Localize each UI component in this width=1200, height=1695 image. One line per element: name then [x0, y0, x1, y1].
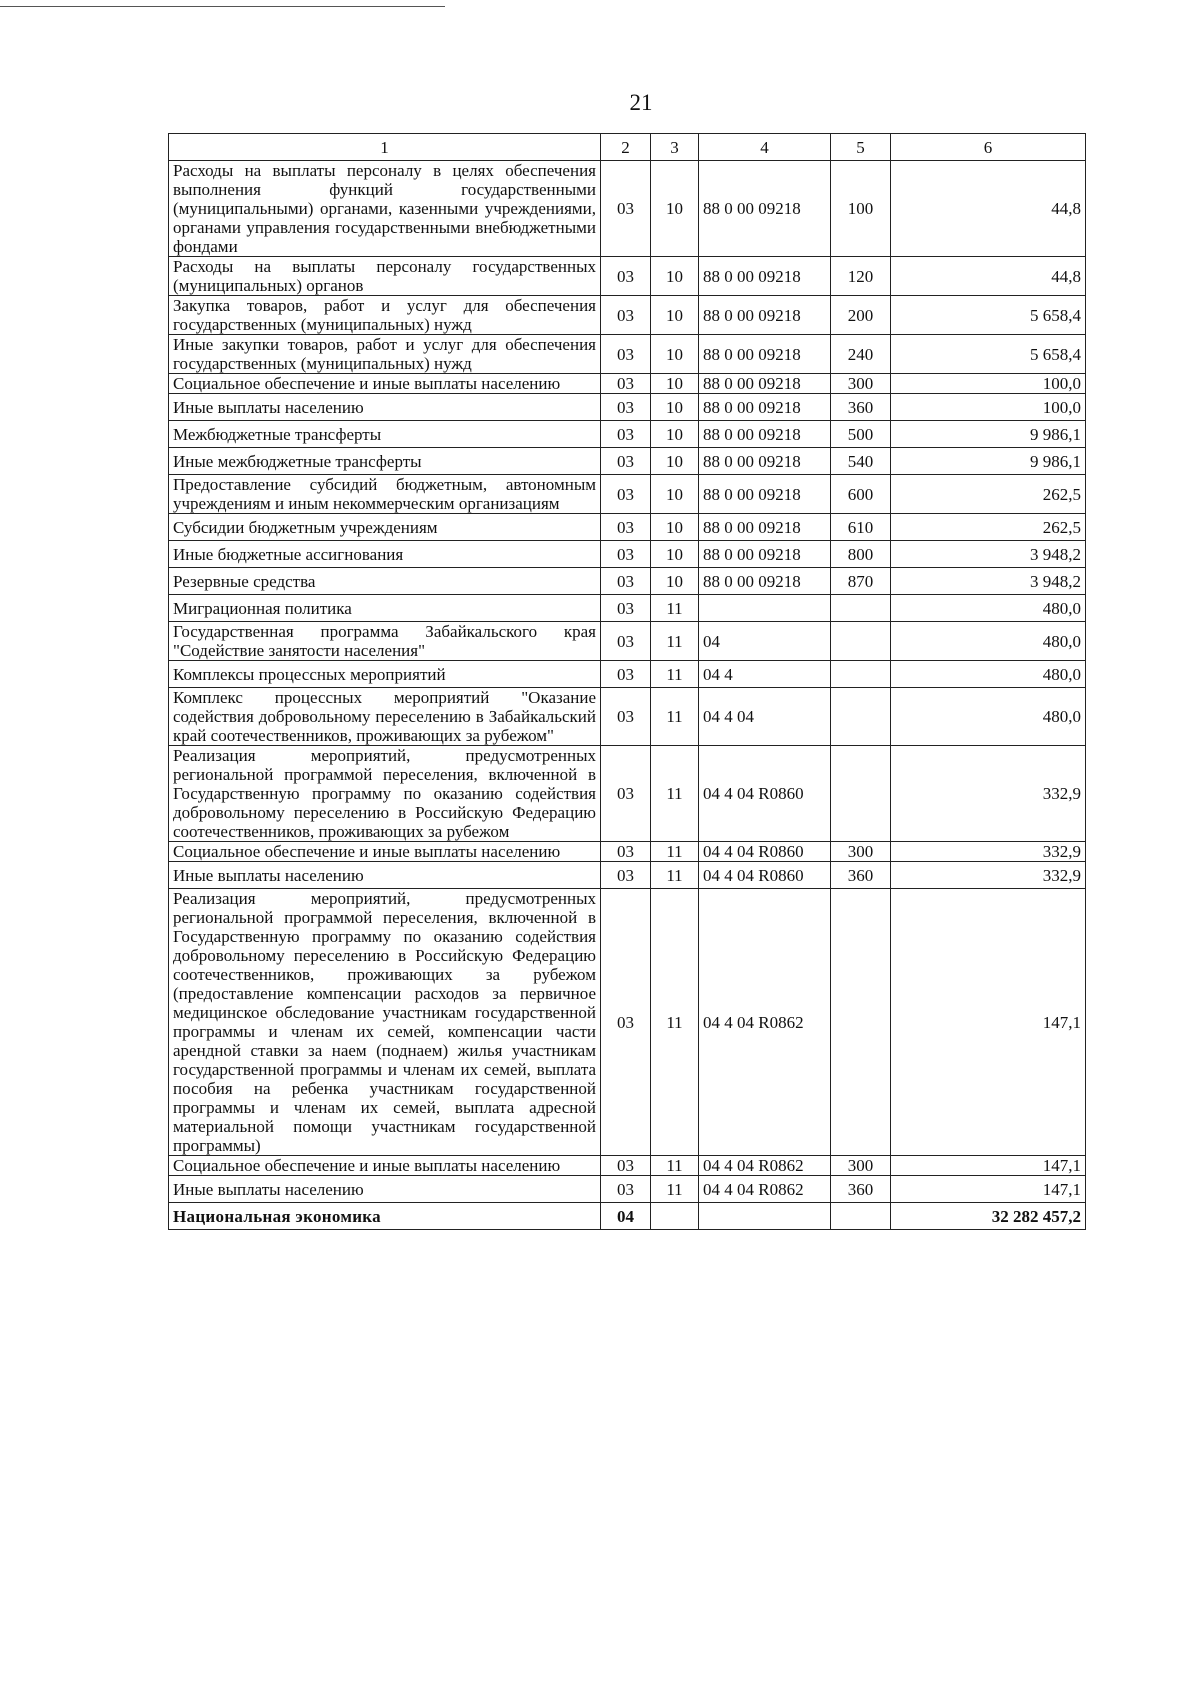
- row-amount-cell: 3 948,2: [891, 568, 1086, 595]
- row-name-cell: Национальная экономика: [169, 1203, 601, 1230]
- row-amount-cell: 5 658,4: [891, 335, 1086, 374]
- row-name-cell: Миграционная политика: [169, 595, 601, 622]
- row-name-cell: Комплексы процессных мероприятий: [169, 661, 601, 688]
- row-expense-type-cell: 100: [831, 161, 891, 257]
- row-subsection-cell: 10: [651, 296, 699, 335]
- row-amount-cell: 480,0: [891, 661, 1086, 688]
- row-expense-type-cell: 300: [831, 1156, 891, 1176]
- row-name-cell: Реализация мероприятий, предусмотренных региональной программой переселения, включенной в Государственную программу по оказанию содействия добровольному переселению в Российскую Федерацию соотечественников, проживающих за рубежом (предоставление компенсации расходов за первичное медицинское обследование участникам государственной программы и членам их семей, компенсации части арендной ставки за наем (поднаем) жилья участникам государственной программы и членам их семей, выплата пособия на ребенка участникам государственной программы и членам их семей, выплата адресной материальной помощи участникам государственной программы): [169, 889, 601, 1156]
- table-row: [169, 889, 1086, 1156]
- row-target-article-cell: 88 0 00 09218: [699, 374, 831, 394]
- row-subsection-cell: 10: [651, 541, 699, 568]
- row-target-article-cell: [699, 595, 831, 622]
- scan-edge-line: [0, 6, 445, 7]
- row-expense-type-cell: 610: [831, 514, 891, 541]
- row-expense-type-cell: 360: [831, 394, 891, 421]
- row-target-article-cell: 88 0 00 09218: [699, 448, 831, 475]
- row-subsection-cell: [651, 1203, 699, 1230]
- row-name-cell: Иные выплаты населению: [169, 1176, 601, 1203]
- table-header-row: [169, 134, 1086, 161]
- row-section-cell: 03: [601, 257, 651, 296]
- row-expense-type-cell: [831, 889, 891, 1156]
- row-expense-type-cell: [831, 688, 891, 746]
- row-name-cell: Иные выплаты населению: [169, 862, 601, 889]
- row-subsection-cell: 10: [651, 475, 699, 514]
- row-expense-type-cell: 120: [831, 257, 891, 296]
- header-cell-3: 3: [651, 134, 699, 161]
- row-name-cell: Расходы на выплаты персоналу государственных (муниципальных) органов: [169, 257, 601, 296]
- row-target-article-cell: 04 4 04 R0860: [699, 862, 831, 889]
- row-section-cell: 03: [601, 1156, 651, 1176]
- table-row: [169, 661, 1086, 688]
- row-expense-type-cell: [831, 661, 891, 688]
- row-section-cell: 03: [601, 514, 651, 541]
- row-section-cell: 03: [601, 296, 651, 335]
- row-section-cell: 03: [601, 568, 651, 595]
- table-row: [169, 862, 1086, 889]
- row-target-article-cell: 88 0 00 09218: [699, 335, 831, 374]
- row-section-cell: 03: [601, 374, 651, 394]
- row-name-cell: Иные бюджетные ассигнования: [169, 541, 601, 568]
- header-cell-1: 1: [169, 134, 601, 161]
- row-amount-cell: 9 986,1: [891, 448, 1086, 475]
- row-subsection-cell: 11: [651, 688, 699, 746]
- row-subsection-cell: 10: [651, 514, 699, 541]
- row-amount-cell: 100,0: [891, 394, 1086, 421]
- row-section-cell: 03: [601, 862, 651, 889]
- row-section-cell: 03: [601, 622, 651, 661]
- row-amount-cell: 147,1: [891, 889, 1086, 1156]
- row-amount-cell: 32 282 457,2: [891, 1203, 1086, 1230]
- row-target-article-cell: 88 0 00 09218: [699, 541, 831, 568]
- table-row: [169, 1176, 1086, 1203]
- table-row: [169, 475, 1086, 514]
- row-expense-type-cell: [831, 746, 891, 842]
- table-row: [169, 746, 1086, 842]
- row-amount-cell: 9 986,1: [891, 421, 1086, 448]
- table-row: [169, 688, 1086, 746]
- table-row: [169, 514, 1086, 541]
- header-cell-2: 2: [601, 134, 651, 161]
- budget-table: [168, 133, 1086, 1230]
- row-target-article-cell: 88 0 00 09218: [699, 161, 831, 257]
- row-target-article-cell: 88 0 00 09218: [699, 394, 831, 421]
- row-expense-type-cell: 500: [831, 421, 891, 448]
- row-section-cell: 03: [601, 394, 651, 421]
- row-subsection-cell: 10: [651, 335, 699, 374]
- row-expense-type-cell: 870: [831, 568, 891, 595]
- row-target-article-cell: 04 4 04 R0860: [699, 746, 831, 842]
- row-section-cell: 03: [601, 1176, 651, 1203]
- row-subsection-cell: 11: [651, 622, 699, 661]
- table-row: [169, 257, 1086, 296]
- row-target-article-cell: 88 0 00 09218: [699, 257, 831, 296]
- row-section-cell: 03: [601, 889, 651, 1156]
- row-name-cell: Субсидии бюджетным учреждениям: [169, 514, 601, 541]
- row-expense-type-cell: [831, 622, 891, 661]
- table-row: [169, 296, 1086, 335]
- row-name-cell: Закупка товаров, работ и услуг для обеспечения государственных (муниципальных) нужд: [169, 296, 601, 335]
- row-subsection-cell: 10: [651, 448, 699, 475]
- table-row: [169, 374, 1086, 394]
- row-subsection-cell: 11: [651, 595, 699, 622]
- row-subsection-cell: 11: [651, 1176, 699, 1203]
- row-expense-type-cell: [831, 1203, 891, 1230]
- row-name-cell: Предоставление субсидий бюджетным, автономным учреждениям и иным некоммерческим организациям: [169, 475, 601, 514]
- table-row: [169, 394, 1086, 421]
- row-target-article-cell: [699, 1203, 831, 1230]
- row-section-cell: 03: [601, 335, 651, 374]
- row-subsection-cell: 10: [651, 568, 699, 595]
- table-row: [169, 568, 1086, 595]
- row-expense-type-cell: 540: [831, 448, 891, 475]
- row-subsection-cell: 11: [651, 862, 699, 889]
- row-expense-type-cell: 360: [831, 1176, 891, 1203]
- table-row: [169, 335, 1086, 374]
- row-amount-cell: 262,5: [891, 475, 1086, 514]
- row-amount-cell: 332,9: [891, 746, 1086, 842]
- table-row: [169, 161, 1086, 257]
- table-row: [169, 541, 1086, 568]
- row-section-cell: 03: [601, 161, 651, 257]
- header-cell-4: 4: [699, 134, 831, 161]
- row-section-cell: 03: [601, 421, 651, 448]
- row-amount-cell: 147,1: [891, 1176, 1086, 1203]
- row-expense-type-cell: 240: [831, 335, 891, 374]
- row-amount-cell: 147,1: [891, 1156, 1086, 1176]
- row-target-article-cell: 04 4: [699, 661, 831, 688]
- row-subsection-cell: 11: [651, 889, 699, 1156]
- row-section-cell: 03: [601, 661, 651, 688]
- row-expense-type-cell: 800: [831, 541, 891, 568]
- row-amount-cell: 332,9: [891, 842, 1086, 862]
- header-cell-5: 5: [831, 134, 891, 161]
- row-name-cell: Социальное обеспечение и иные выплаты населению: [169, 842, 601, 862]
- row-subsection-cell: 10: [651, 161, 699, 257]
- row-expense-type-cell: [831, 595, 891, 622]
- row-target-article-cell: 88 0 00 09218: [699, 421, 831, 448]
- row-subsection-cell: 10: [651, 374, 699, 394]
- row-expense-type-cell: 600: [831, 475, 891, 514]
- row-subsection-cell: 11: [651, 746, 699, 842]
- row-target-article-cell: 04: [699, 622, 831, 661]
- row-name-cell: Межбюджетные трансферты: [169, 421, 601, 448]
- table-row: [169, 421, 1086, 448]
- row-amount-cell: 332,9: [891, 862, 1086, 889]
- row-target-article-cell: 88 0 00 09218: [699, 514, 831, 541]
- row-subsection-cell: 10: [651, 394, 699, 421]
- row-expense-type-cell: 360: [831, 862, 891, 889]
- row-expense-type-cell: 200: [831, 296, 891, 335]
- row-target-article-cell: 04 4 04 R0862: [699, 1156, 831, 1176]
- row-name-cell: Социальное обеспечение и иные выплаты населению: [169, 374, 601, 394]
- page-number: 21: [629, 90, 653, 115]
- row-amount-cell: 44,8: [891, 161, 1086, 257]
- row-target-article-cell: 04 4 04 R0862: [699, 1176, 831, 1203]
- row-expense-type-cell: 300: [831, 374, 891, 394]
- row-amount-cell: 5 658,4: [891, 296, 1086, 335]
- row-section-cell: 03: [601, 475, 651, 514]
- row-amount-cell: 480,0: [891, 622, 1086, 661]
- row-amount-cell: 480,0: [891, 688, 1086, 746]
- table-row: [169, 448, 1086, 475]
- row-target-article-cell: 88 0 00 09218: [699, 296, 831, 335]
- row-target-article-cell: 04 4 04 R0860: [699, 842, 831, 862]
- row-name-cell: Иные выплаты населению: [169, 394, 601, 421]
- header-cell-6: 6: [891, 134, 1086, 161]
- row-target-article-cell: 88 0 00 09218: [699, 475, 831, 514]
- row-amount-cell: 480,0: [891, 595, 1086, 622]
- row-subsection-cell: 11: [651, 661, 699, 688]
- row-section-cell: 03: [601, 746, 651, 842]
- row-subsection-cell: 10: [651, 421, 699, 448]
- row-section-cell: 03: [601, 842, 651, 862]
- row-section-cell: 04: [601, 1203, 651, 1230]
- table-row: [169, 595, 1086, 622]
- row-name-cell: Резервные средства: [169, 568, 601, 595]
- row-expense-type-cell: 300: [831, 842, 891, 862]
- row-name-cell: Комплекс процессных мероприятий "Оказание содействия добровольному переселению в Забайкальский край соотечественников, проживающих за рубежом": [169, 688, 601, 746]
- row-subsection-cell: 11: [651, 1156, 699, 1176]
- row-subsection-cell: 11: [651, 842, 699, 862]
- table-row: [169, 842, 1086, 862]
- row-name-cell: Государственная программа Забайкальского края "Содействие занятости населения": [169, 622, 601, 661]
- row-name-cell: Иные межбюджетные трансферты: [169, 448, 601, 475]
- row-section-cell: 03: [601, 448, 651, 475]
- row-amount-cell: 262,5: [891, 514, 1086, 541]
- row-amount-cell: 100,0: [891, 374, 1086, 394]
- table-row: [169, 1156, 1086, 1176]
- row-subsection-cell: 10: [651, 257, 699, 296]
- row-name-cell: Иные закупки товаров, работ и услуг для обеспечения государственных (муниципальных) нужд: [169, 335, 601, 374]
- row-section-cell: 03: [601, 541, 651, 568]
- table-row: [169, 622, 1086, 661]
- row-target-article-cell: 88 0 00 09218: [699, 568, 831, 595]
- table-row: [169, 1203, 1086, 1230]
- row-name-cell: Социальное обеспечение и иные выплаты населению: [169, 1156, 601, 1176]
- row-target-article-cell: 04 4 04: [699, 688, 831, 746]
- row-name-cell: Реализация мероприятий, предусмотренных региональной программой переселения, включенной в Государственную программу по оказанию содействия добровольному переселению в Российскую Федерацию соотечественников, проживающих за рубежом: [169, 746, 601, 842]
- row-section-cell: 03: [601, 688, 651, 746]
- row-amount-cell: 44,8: [891, 257, 1086, 296]
- row-amount-cell: 3 948,2: [891, 541, 1086, 568]
- row-name-cell: Расходы на выплаты персоналу в целях обеспечения выполнения функций государственными (муниципальными) органами, казенными учреждениями, органами управления государственными внебюджетными фондами: [169, 161, 601, 257]
- row-section-cell: 03: [601, 595, 651, 622]
- row-target-article-cell: 04 4 04 R0862: [699, 889, 831, 1156]
